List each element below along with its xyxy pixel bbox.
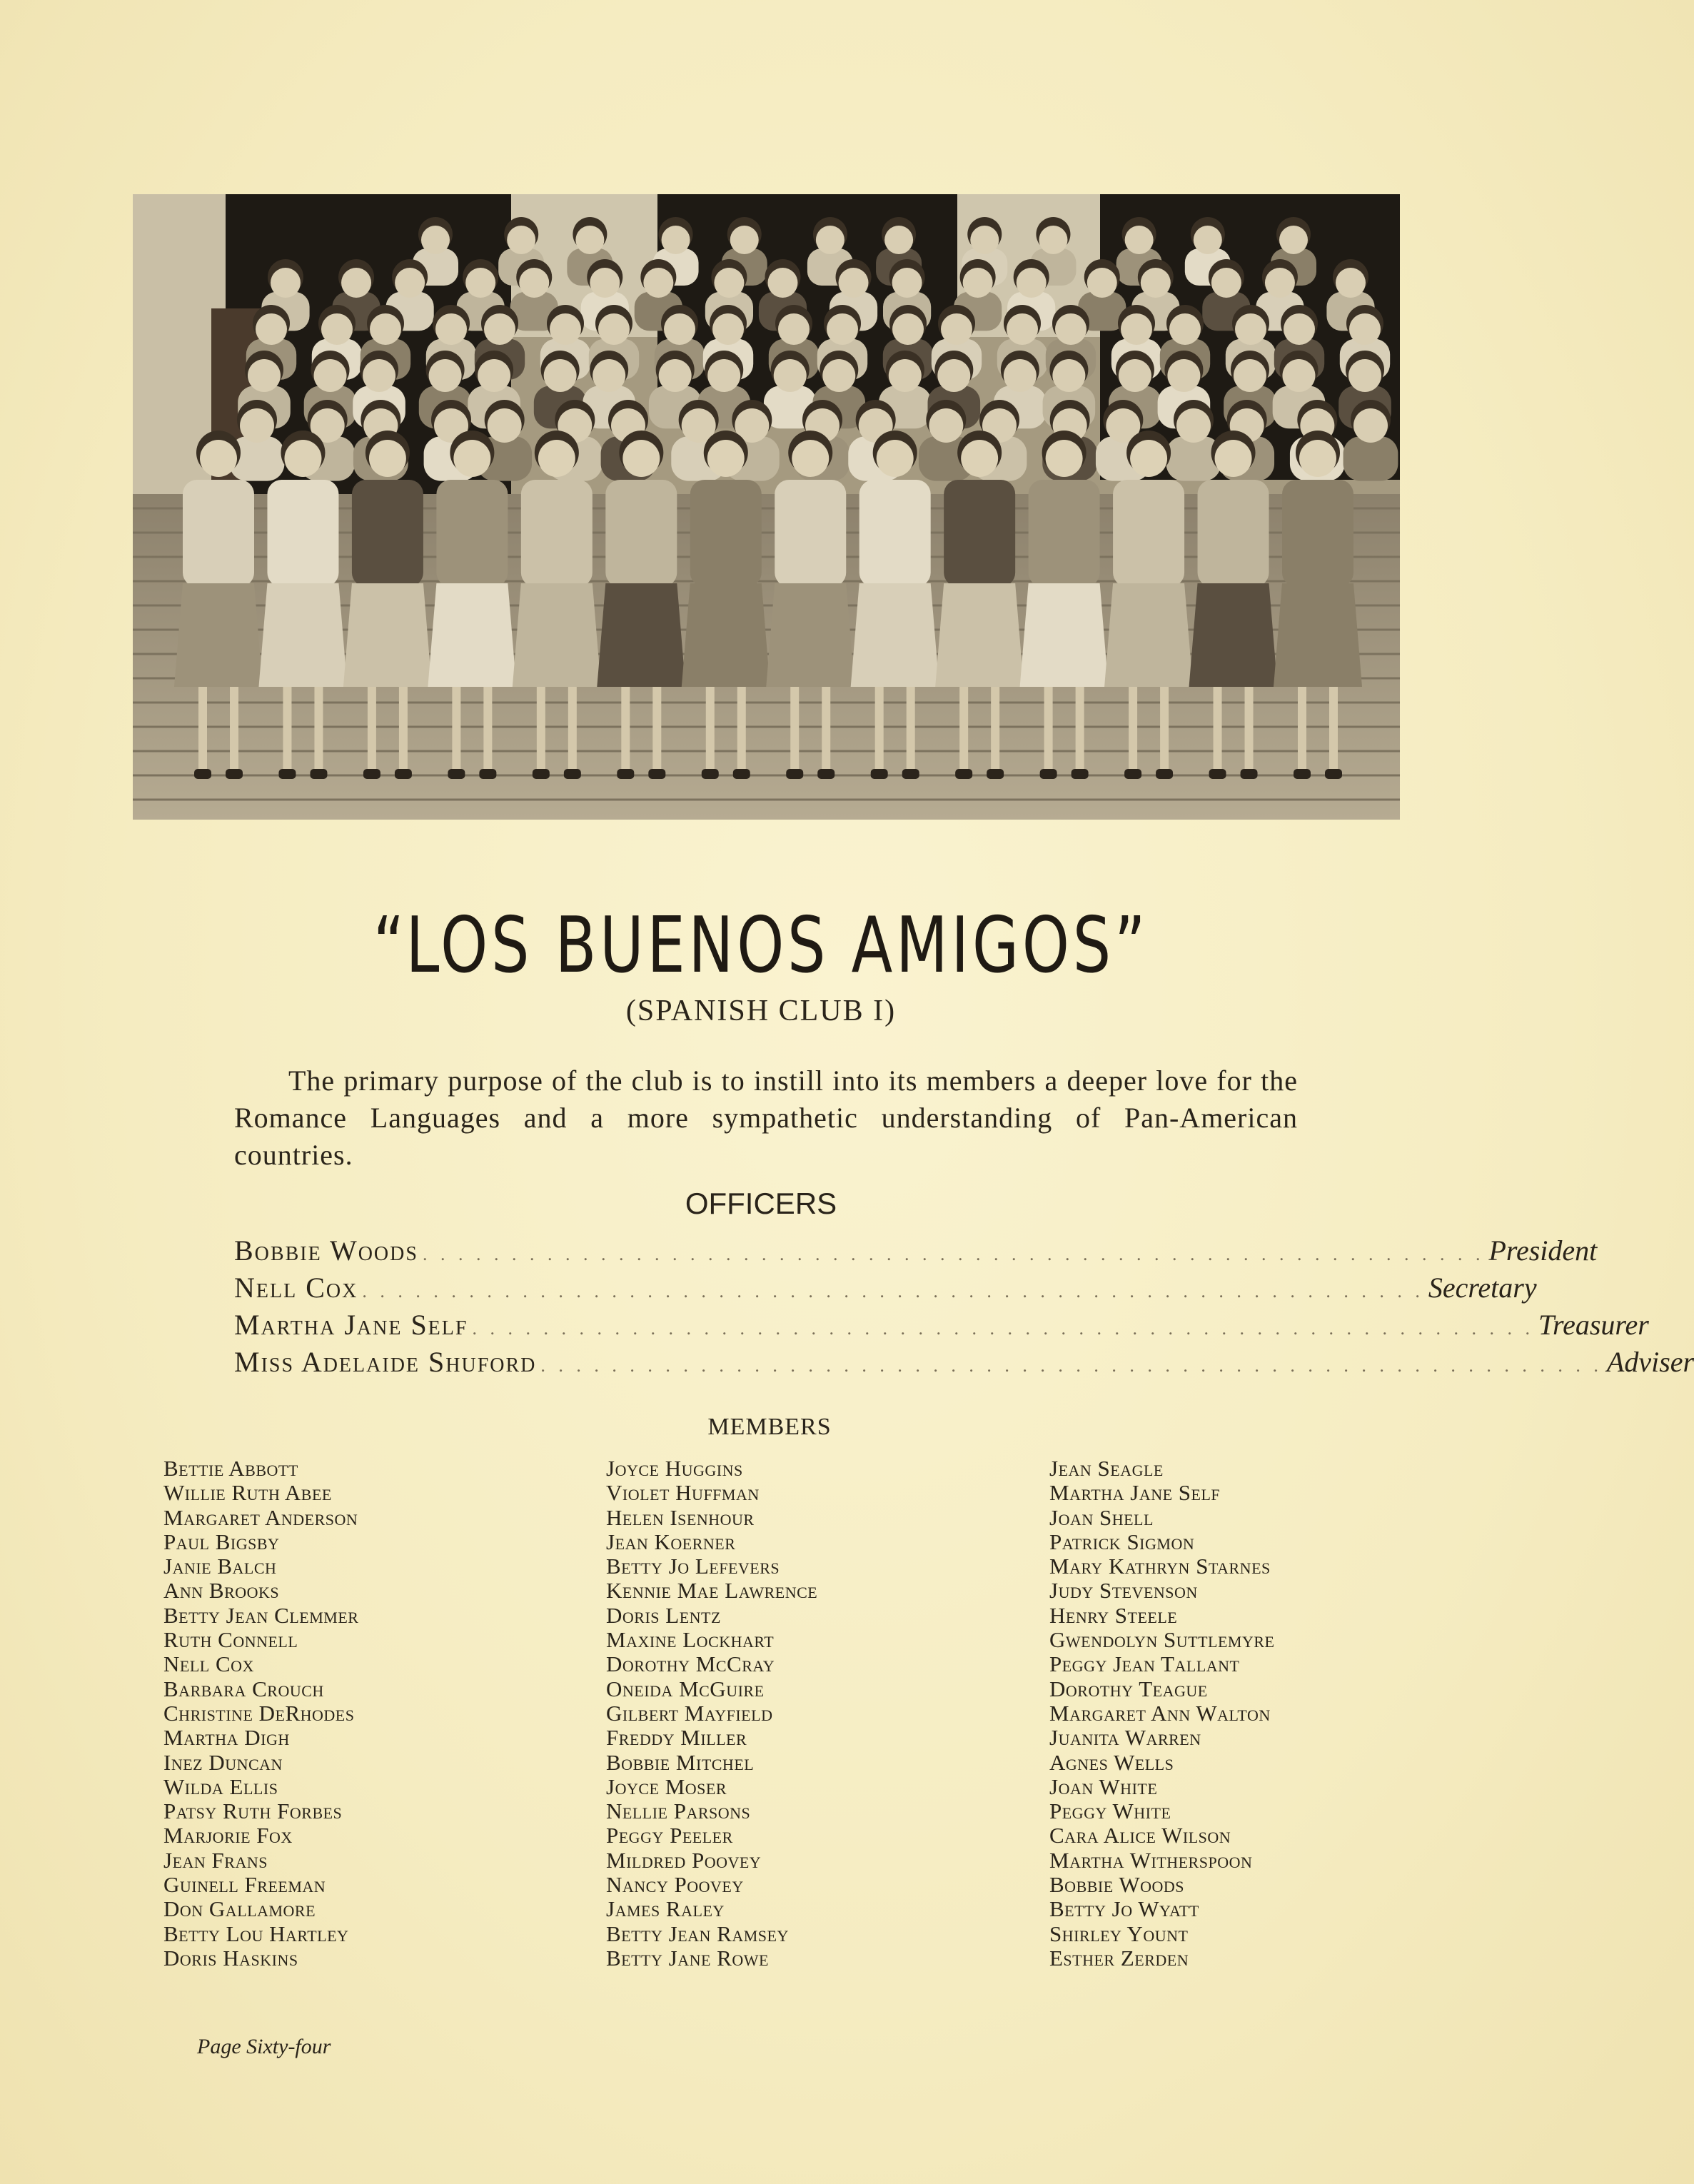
member-name: Willie Ruth Abee [163,1480,332,1506]
member-name: Oneida McGuire [606,1676,765,1701]
member-name: Kennie Mae Lawrence [606,1578,818,1604]
member-name: Barbara Crouch [163,1676,324,1701]
member-name: Margaret Ann Walton [1049,1700,1271,1726]
member-name: Maxine Lockhart [606,1627,775,1653]
officer-name: Bobbie Woods [234,1234,418,1267]
officer-role: Adviser [1606,1346,1694,1378]
officer-role: Treasurer [1538,1309,1649,1341]
member-name: Betty Jean Ramsey [606,1921,789,1946]
member-name: Janie Balch [163,1554,277,1579]
officer-name: Martha Jane Self [234,1309,468,1341]
member-name: James Raley [606,1896,725,1922]
leader-dots: . . . . . . . . . . . . . . . . . . . . . . . . . . . . . . . . . . . . . . . . . . . . . . . . . . . . . . . . . . . . [540,1355,1603,1376]
member-name: Doris Haskins [163,1945,298,1971]
page-number: Page Sixty-four [197,2035,331,2058]
member-name: Patsy Ruth Forbes [163,1798,343,1824]
member-name: Don Gallamore [163,1896,316,1922]
member-name: Bettie Abbott [163,1456,298,1481]
member-name: Doris Lentz [606,1602,721,1628]
member-name: Bobbie Mitchel [606,1749,755,1775]
officer-row [234,1271,1537,1308]
member-name: Peggy White [1049,1798,1171,1824]
members-list [0,1456,1522,1978]
member-name: Nell Cox [163,1651,254,1677]
officer-row [234,1234,1598,1271]
member-name: Marjorie Fox [163,1823,293,1848]
member-name: Martha Jane Self [1049,1480,1221,1506]
member-name: Dorothy McCray [606,1651,775,1677]
member-name: Jean Koerner [606,1529,736,1554]
members-column-2 [606,1456,817,1971]
member-name: Joan White [1049,1773,1158,1799]
group-photo-image [133,194,1400,820]
member-name: Christine DeRhodes [163,1700,355,1726]
member-name: Bobbie Woods [1049,1872,1185,1898]
member-name: Freddy Miller [606,1725,747,1751]
member-name: Peggy Jean Tallant [1049,1651,1240,1677]
members-column-3 [1049,1456,1274,1971]
member-name: Helen Isenhour [606,1504,755,1530]
club-title: “LOS BUENOS AMIGOS” [373,901,1149,990]
club-subtitle: (SPANISH CLUB I) [625,995,897,1027]
member-name: Jean Seagle [1049,1456,1164,1481]
member-name: Gwendolyn Suttlemyre [1049,1627,1275,1653]
officer-role: President [1488,1234,1598,1267]
member-name: Joan Shell [1049,1504,1154,1530]
member-name: Betty Lou Hartley [163,1921,349,1946]
member-name: Mary Kathryn Starnes [1049,1554,1271,1579]
member-name: Betty Jo Wyatt [1049,1896,1199,1922]
member-name: Wilda Ellis [163,1773,278,1799]
member-name: Nellie Parsons [606,1798,751,1824]
member-name: Dorothy Teague [1049,1676,1208,1701]
leader-dots: . . . . . . . . . . . . . . . . . . . . . . . . . . . . . . . . . . . . . . . . . . . . . . . . . . . . . . . . . . . . [422,1244,1485,1264]
member-name: Paul Bigsby [163,1529,280,1554]
member-name: Inez Duncan [163,1749,283,1775]
member-name: Henry Steele [1049,1602,1178,1628]
member-name: Shirley Yount [1049,1921,1189,1946]
member-name: Patrick Sigmon [1049,1529,1195,1554]
member-name: Peggy Peeler [606,1823,733,1848]
officer-row [234,1308,1649,1345]
purpose-paragraph: The primary purpose of the club is to instill into its members a deeper love for the Romance Languages and a more sympathetic understanding of Pan-American countries. [234,1065,1298,1171]
member-name: Guinell Freeman [163,1872,326,1898]
member-name: Betty Jean Clemmer [163,1602,359,1628]
member-name: Nancy Poovey [606,1872,744,1898]
leader-dots: . . . . . . . . . . . . . . . . . . . . . . . . . . . . . . . . . . . . . . . . . . . . . . . . . . . . . . . . . . . . [362,1281,1424,1302]
member-name: Betty Jane Rowe [606,1945,769,1971]
member-name: Margaret Anderson [163,1504,358,1530]
club-group-photo [133,194,1400,820]
member-name: Cara Alice Wilson [1049,1823,1231,1848]
member-name: Martha Witherspoon [1049,1847,1253,1873]
member-name: Ann Brooks [163,1578,280,1604]
members-heading: MEMBERS [707,1414,832,1440]
member-name: Joyce Huggins [606,1456,743,1481]
member-name: Joyce Moser [606,1773,727,1799]
member-name: Violet Huffman [606,1480,760,1506]
member-name: Gilbert Mayfield [606,1700,773,1726]
member-name: Judy Stevenson [1049,1578,1198,1604]
member-name: Ruth Connell [163,1627,298,1653]
member-name: Martha Digh [163,1725,290,1751]
officers-list [234,1234,1694,1382]
member-name: Jean Frans [163,1847,268,1873]
officer-role: Secretary [1428,1272,1537,1304]
officer-name: Miss Adelaide Shuford [234,1346,537,1378]
member-name: Esther Zerden [1049,1945,1189,1971]
leader-dots: . . . . . . . . . . . . . . . . . . . . . . . . . . . . . . . . . . . . . . . . . . . . . . . . . . . . . . . . . . . . [472,1318,1534,1339]
member-name: Betty Jo Lefevers [606,1554,780,1579]
member-name: Agnes Wells [1049,1749,1174,1775]
members-column-1 [163,1456,358,1971]
officer-row [234,1345,1694,1382]
member-name: Juanita Warren [1049,1725,1201,1751]
officer-name: Nell Cox [234,1272,358,1304]
member-name: Mildred Poovey [606,1847,762,1873]
officers-heading: OFFICERS [685,1187,837,1220]
